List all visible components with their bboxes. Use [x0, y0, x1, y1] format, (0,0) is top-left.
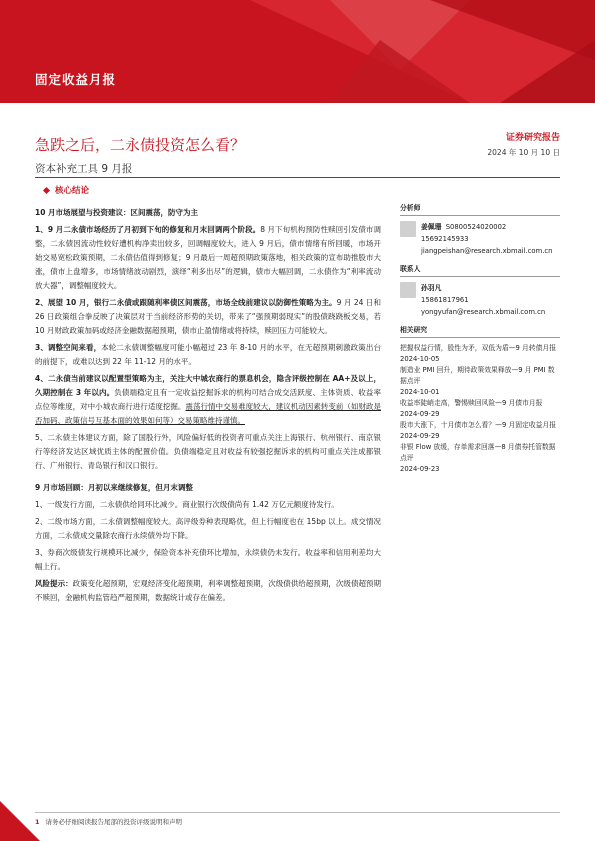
contact-name: 孙羽凡: [421, 284, 442, 292]
related-list: [400, 343, 560, 475]
contact-card: [400, 282, 560, 318]
risk-label: 风险提示：: [35, 579, 73, 588]
contact-info: [421, 282, 545, 318]
paragraph-1: [35, 223, 381, 293]
page-number: 1: [35, 818, 40, 826]
risk-warning: [35, 577, 381, 605]
p4-underlined: 震荡行情中交易难度较大，建议机动因素转变前（如财政是否加码、政策信号互基本面的效果如何等）交易策略维持谨慎。: [35, 402, 382, 425]
p1-text: 8 月下旬机构预防性赎回引发债市调整，二永债因流动性较好遭机构净卖出较多，回调幅度较大，进入 9 月后，债市情绪有所回暖，市场开始交易宽松政策预期，二永债估值得到修复；9 月最后一周超预期政策落地，相关政策的宣布助推股市大涨，债市上盘增多，市场情绪波动剧烈，演绎“利多出尽”的逻辑，债市大幅回调，二永债作为“利率流动放大器”，调整幅度较大。: [35, 225, 382, 290]
main-content: [35, 198, 381, 608]
paragraph-3: [35, 341, 381, 369]
risk-text: 政策变化超预期，宏观经济变化超预期，利率调整超预期，次级债供给超预期，次级债超预期不赎回，金融机构监管趋严超预期，数据统计或存在偏差。: [35, 579, 382, 602]
title-divider: [35, 177, 560, 178]
p4-text: 负债端稳定且有一定收益挖掘诉求的机构可结合成交活跃度、主体资质、收益率点位等维度，对中小城农商行进行适度挖掘。: [35, 388, 381, 411]
list-item: 2024-09-29: [400, 410, 440, 418]
report-title: 急跌之后，二永债投资怎么看？: [35, 136, 246, 154]
review-1: 1、一级发行方面，二永债供给同环比减少。商业银行次级债尚有 1.42 万亿元额度待发行。: [35, 500, 339, 509]
analyst-heading: 分析师: [400, 202, 560, 216]
header-banner: [0, 0, 595, 103]
list-item[interactable]: 制造业 PMI 回升，期待政策效果释放—9 月 PMI 数据点评: [400, 366, 555, 385]
avatar: [400, 221, 416, 237]
contact-email[interactable]: yongyufan@research.xbmail.com.cn: [421, 308, 546, 316]
contact-phone: 15861817961: [421, 296, 469, 304]
p2-text: 9 月 24 日和 26 日政策组合拳反映了决策层对于当前经济形势的关切，带来了“强预期弱现实”的股债跷跷板交易，若 10 月财政政策加码或经济金融数据超预期，债市止盈情绪或将持续，赎回压力可能较大。: [35, 298, 381, 335]
p1-lead: 1、9 月二永债市场经历了月初到下旬的修复和月末回调两个阶段。: [35, 225, 261, 234]
brand-label: 证券研究报告: [505, 133, 560, 143]
list-item: 2024-09-29: [400, 432, 440, 440]
corner-decoration: [0, 801, 40, 841]
paragraph-4: [35, 372, 381, 428]
footer-divider: [35, 812, 560, 813]
report-date: 2024 年 10 月 10 日: [487, 148, 560, 157]
section-heading-review: 9 月市场回顾：月初以来继续修复，但月末调整: [35, 483, 193, 492]
key-conclusion-label: [44, 184, 89, 196]
avatar: [400, 282, 416, 298]
sidebar: [400, 198, 560, 475]
contact-heading: 联系人: [400, 263, 560, 277]
list-item[interactable]: 非银 Flow 放缓，存单需求回落—8 月债券托管数据点评: [400, 443, 556, 462]
related-heading: 相关研究: [400, 324, 560, 338]
review-2: 2、二级市场方面，二永债调整幅度较大。高评级券种表现略优，但上行幅度也在 15bp 以上。成交情况方面，二永债成交量除农商行永续债外均下降。: [35, 517, 381, 540]
analyst-name: 姜佩珊: [421, 223, 442, 231]
section-heading-outlook: 10 月市场展望与投资建议：区间震荡，防守为主: [35, 208, 199, 217]
analyst-id: S0800524020002: [445, 223, 507, 231]
list-item: 2024-10-05: [400, 355, 440, 363]
footer-disclaimer: 请务必仔细阅读报告尾部的投资评级说明和声明: [45, 818, 183, 826]
report-subtitle: 资本补充工具 9 月报: [35, 163, 133, 175]
list-item: 2024-09-23: [400, 465, 440, 473]
footer: [35, 817, 182, 826]
analyst-phone: 15692145933: [421, 235, 469, 243]
diamond-icon: [43, 187, 50, 194]
review-3: 3、券商次级债发行规模环比减少，保险资本补充债环比增加，永续债仍未发行。收益率和信用利差均大幅上行。: [35, 548, 381, 571]
list-item[interactable]: 收益率陡峭走高，警惕赎回风险—9 月债市月报: [400, 399, 543, 407]
analyst-email[interactable]: jiangpeishan@research.xbmail.com.cn: [421, 247, 553, 255]
key-conclusion-text: 核心结论: [55, 186, 90, 196]
p3-lead: 3、调整空间来看，: [35, 343, 102, 352]
p3-text: 本轮二永债调整幅度可能小幅超过 23 年 8-10 月的水平，在无超预期刺激政策出台的前提下，或难以达到 22 年 11-12 月的水平。: [35, 343, 382, 366]
analyst-name-line: [421, 221, 552, 233]
paragraph-5: 5、二永债主体建议方面，除了国股行外，风险偏好低的投资者可重点关注上海银行、杭州银行、南京银行等经济发达区域优质主体的配置价值。负债端稳定且对收益有较强挖掘诉求的机构可重点关注成都银行、广州银行、青岛银行和汉口银行。: [35, 433, 381, 470]
list-item[interactable]: 股市大涨下，十月债市怎么看？—9 月固定收益月报: [400, 421, 557, 429]
paragraph-2: [35, 296, 381, 338]
p2-lead: 2、展望 10 月，银行二永债或跟随利率债区间震荡，市场全线前建议以防御性策略为主。: [35, 298, 337, 307]
analyst-card: [400, 221, 560, 257]
list-item: 2024-10-01: [400, 388, 440, 396]
report-type: 固定收益月报: [35, 72, 117, 87]
list-item[interactable]: 把握权益行情，股性为矛，双低为盾—9 月转债月报: [400, 344, 557, 352]
p4-lead: 4、二永债当前建议以配置型策略为主，关注大中城农商行的票息机会，隐含评级控制在 AA+及以上，久期控制在 3 年以内。: [35, 374, 381, 397]
analyst-info: [421, 221, 552, 257]
